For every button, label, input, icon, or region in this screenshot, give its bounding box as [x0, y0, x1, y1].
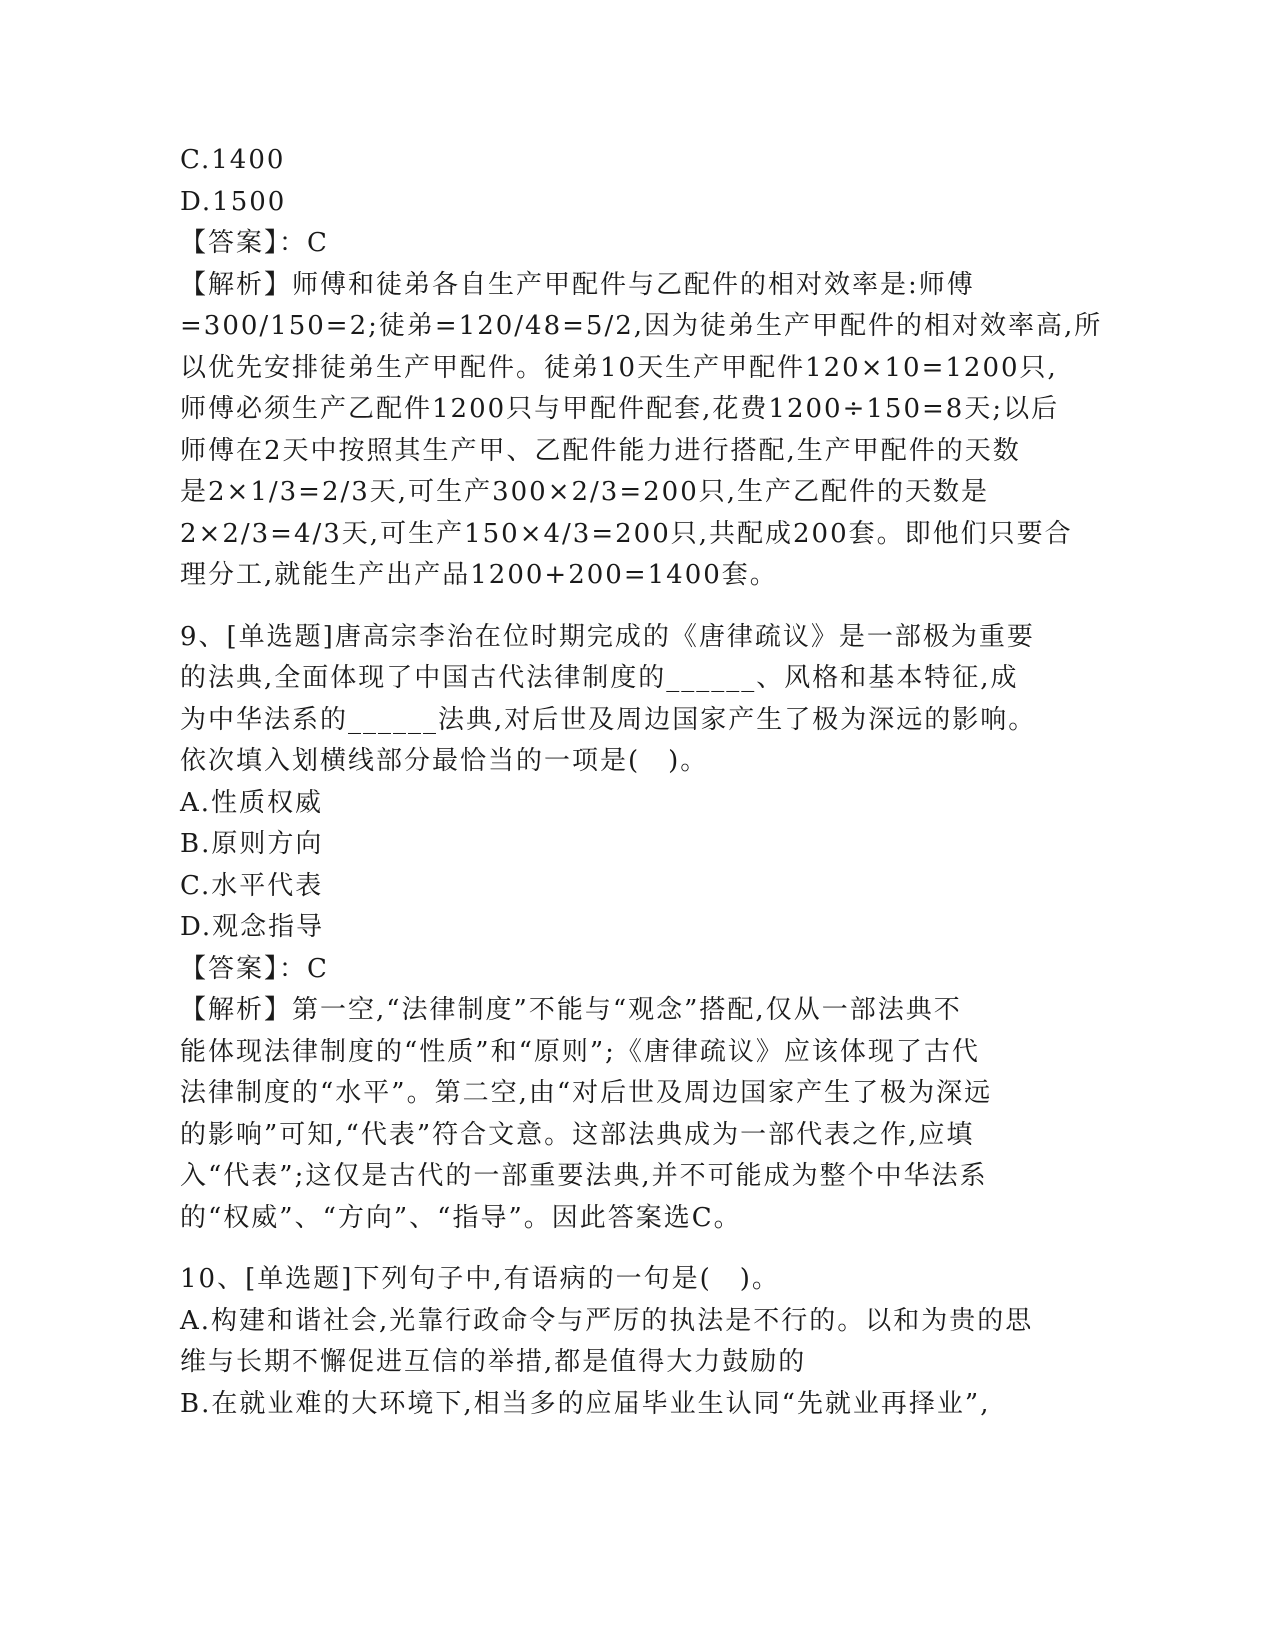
analysis-line: 是2×1/3=2/3天,可生产300×2/3=200只,生产乙配件的天数是 [180, 477, 989, 507]
analysis-line: 入“代表”;这仅是古代的一部重要法典,并不可能成为整个中华法系 [180, 1161, 988, 1191]
option-line: 维与长期不懈促进互信的举措,都是值得大力鼓励的 [180, 1347, 807, 1377]
question-stem-line: 10、[单选题]下列句子中,有语病的一句是( )。 [180, 1264, 780, 1294]
option-d: D.观念指导 [180, 912, 325, 942]
analysis-line: 【解析】师傅和徒弟各自生产甲配件与乙配件的相对效率是:师傅 [180, 269, 975, 300]
analysis-line: 师傅在2天中按照其生产甲、乙配件能力进行搭配,生产甲配件的天数 [180, 435, 1021, 466]
option-d: D.1500 [180, 186, 287, 217]
analysis-line: 【解析】第一空,“法律制度”不能与“观念”搭配,仅从一部法典不 [180, 995, 962, 1025]
question-gap [180, 597, 1040, 617]
analysis-line: 理分工,就能生产出产品1200+200=1400套。 [180, 560, 778, 590]
analysis-line: 的“权威”、“方向”、“指导”。因此答案选C。 [180, 1202, 742, 1233]
option-a: A.性质权威 [180, 787, 324, 818]
document-page [180, 140, 1103, 1425]
analysis-line: 能体现法律制度的“性质”和“原则”;《唐律疏议》应该体现了古代 [180, 1036, 980, 1067]
analysis-line: 2×2/3=4/3天,可生产150×4/3=200只,共配成200套。即他们只要合 [180, 518, 1073, 549]
option-line: A.构建和谐社会,光靠行政命令与严厉的执法是不行的。以和为贵的思 [180, 1305, 1034, 1336]
analysis-line: 法律制度的“水平”。第二空,由“对后世及周边国家产生了极为深远 [180, 1078, 993, 1108]
question-stem-line: 为中华法系的______法典,对后世及周边国家产生了极为深远的影响。 [180, 704, 1037, 735]
option-c: C.1400 [180, 145, 286, 175]
analysis-line: 的影响”可知,“代表”符合文意。这部法典成为一部代表之作,应填 [180, 1119, 975, 1150]
prev-question-block [180, 140, 1103, 597]
option-line: B.在就业难的大环境下,相当多的应届毕业生认同“先就业再择业”, [180, 1388, 991, 1419]
option-b: B.原则方向 [180, 829, 324, 859]
analysis-line: 师傅必须生产乙配件1200只与甲配件配套,花费1200÷150=8天;以后 [180, 394, 1060, 424]
question-stem-line: 9、[单选题]唐高宗李治在位时期完成的《唐律疏议》是一部极为重要 [180, 621, 1035, 652]
analysis-line: =300/150=2;徒弟=120/48=5/2,因为徒弟生产甲配件的相对效率高,所 [180, 311, 1103, 341]
answer-line: 【答案】：C [180, 953, 329, 984]
question-stem-line: 依次填入划横线部分最恰当的一项是( )。 [180, 746, 709, 776]
option-c: C.水平代表 [180, 870, 324, 901]
answer-line: 【答案】：C [180, 228, 329, 258]
analysis-line: 以优先安排徒弟生产甲配件。徒弟10天生产甲配件120×10=1200只, [180, 352, 1058, 383]
question-gap [180, 1239, 1040, 1259]
question-9-block [180, 617, 1040, 1240]
question-stem-line: 的法典,全面体现了中国古代法律制度的______、风格和基本特征,成 [180, 663, 1019, 693]
question-10-block [180, 1259, 1040, 1425]
